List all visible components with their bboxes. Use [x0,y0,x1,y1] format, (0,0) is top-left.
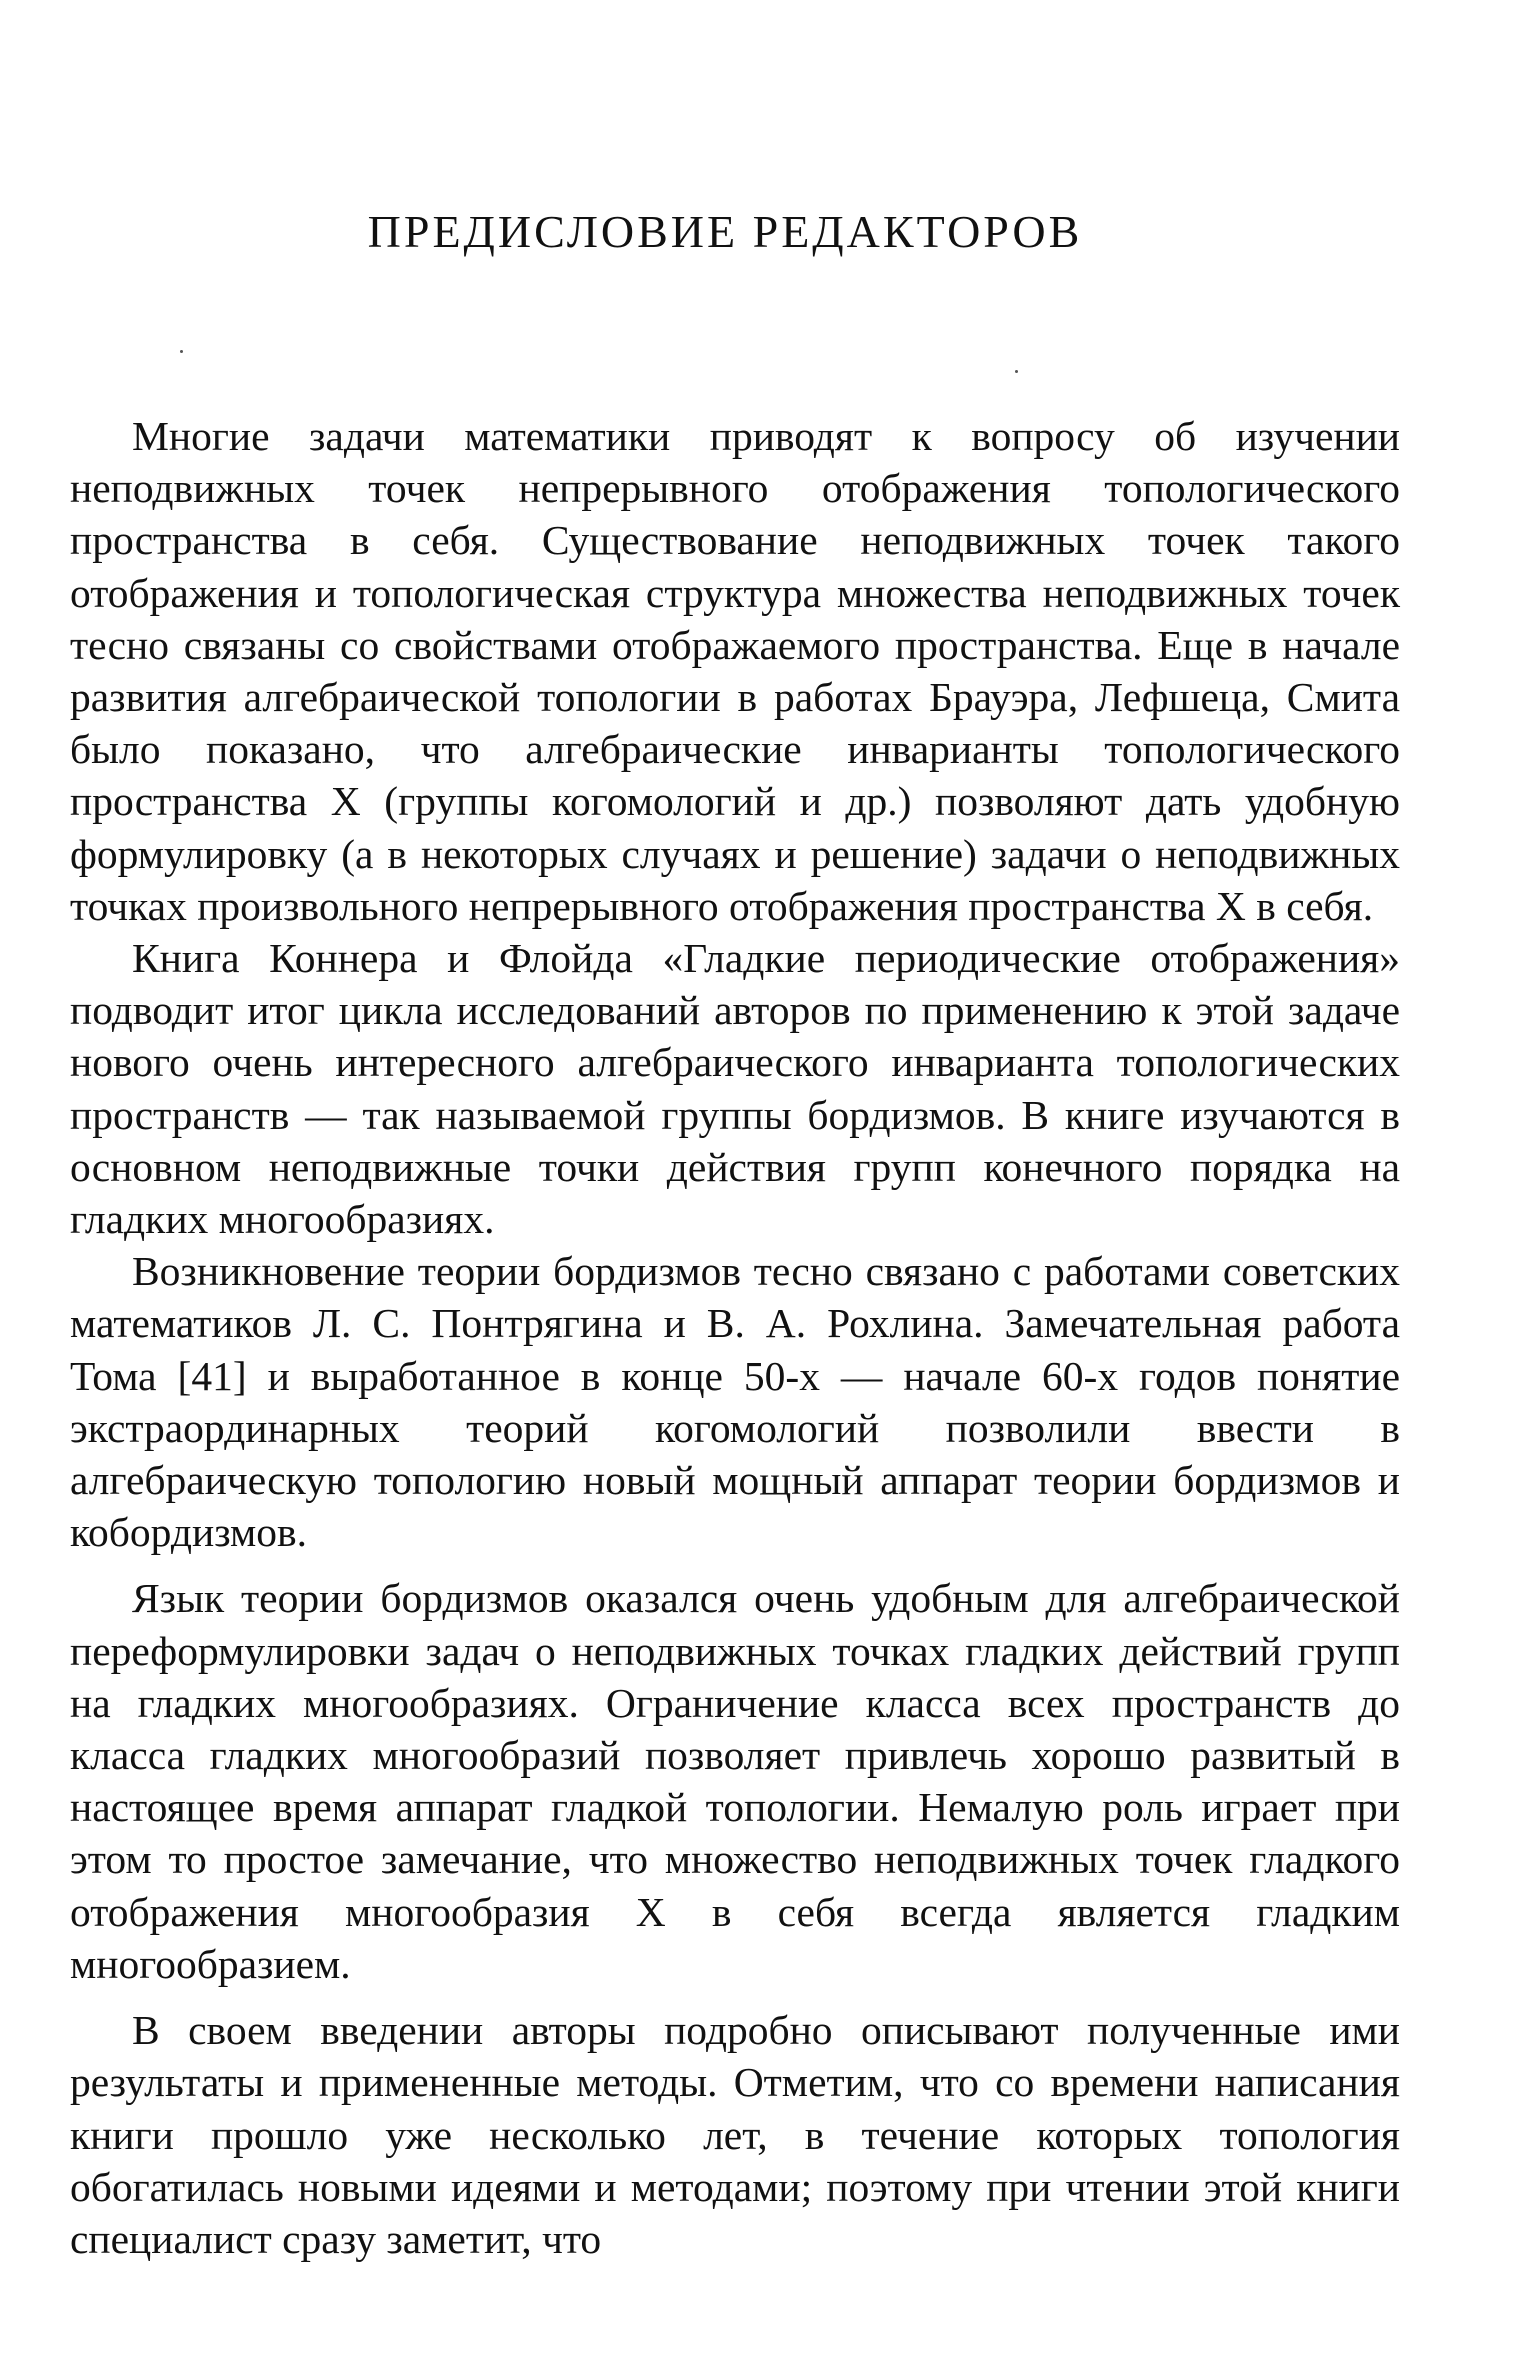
body-text [70,410,1400,2265]
paragraph-3: Возникновение теории бордизмов тесно связано с работами советских математиков Л. С. Понтрягина и В. А. Рохлина. Замечательная работа Тома [41] и выработанное в конце 50-х — начале 60-х годов понятие экстраординарных теорий когомологий позволили ввести в алгебраическую топологию новый мощный аппарат теории бордизмов и кобордизмов. [70,1248,1400,1556]
paragraph-5: В своем введении авторы подробно описывают полученные ими результаты и примененные методы. Отметим, что со времени написания книги прошло уже несколько лет, в течение которых топология обогатилась новыми идеями и методами; поэтому при чтении этой книги специалист сразу заметит, что [70,2007,1400,2262]
paragraph-1: Многие задачи математики приводят к вопросу об изучении неподвижных точек непрерывного отображения топологического пространства в себя. Существование неподвижных точек такого отображения и топологическая структура множества неподвижных точек тесно связаны со свойствами отображаемого пространства. Еще в начале развития алгебраической топологии в работах Брауэра, Лефшеца, Смита было показано, что алгебраические инварианты топологического пространства X (группы когомологий и др.) позволяют дать удобную формулировку (а в некоторых случаях и решение) задачи о неподвижных точках произвольного непрерывного отображения пространства X в себя. [70,413,1400,929]
paragraph-2: Книга Коннера и Флойда «Гладкие периодические отображения» подводит итог цикла исследований авторов по применению к этой задаче нового очень интересного алгебраического инварианта топологических пространств — так называемой группы бордизмов. В книге изучаются в основном неподвижные точки действия групп конечного порядка на гладких многообразиях. [70,935,1400,1243]
print-speck [1015,370,1018,373]
page-title: ПРЕДИСЛОВИЕ РЕДАКТОРОВ [367,206,1083,257]
paragraph-4: Язык теории бордизмов оказался очень удобным для алгебраической переформулировки задач о неподвижных точках гладких действий групп на гладких многообразиях. Ограничение класса всех пространств до класса гладких многообразий позволяет привлечь хорошо развитый в настоящее время аппарат гладкой топологии. Немалую роль играет при этом то простое замечание, что множество неподвижных точек гладкого отображения многообразия X в себя всегда является гладким многообразием. [70,1575,1400,1987]
print-speck [180,350,183,353]
